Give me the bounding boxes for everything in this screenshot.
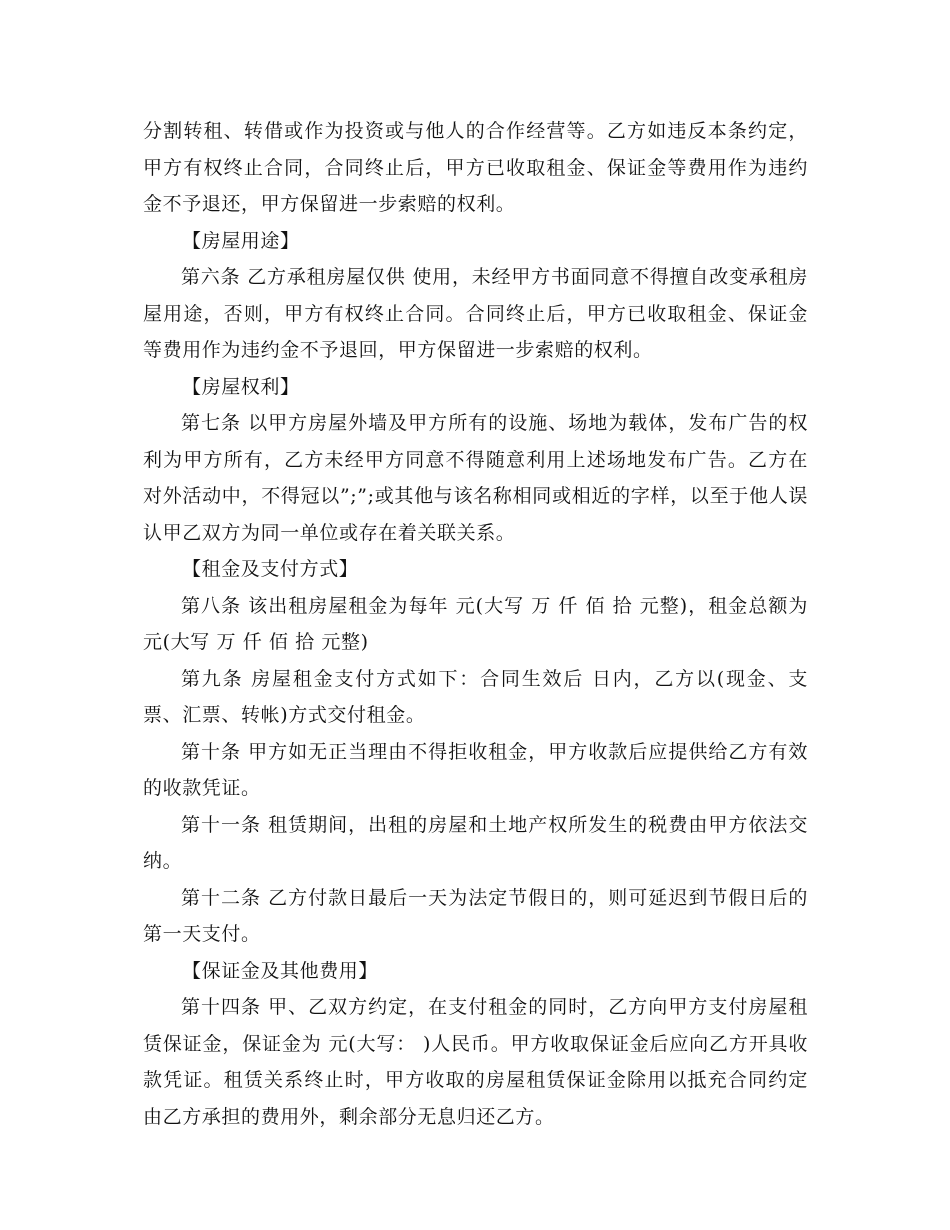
clause-7: 第七条 以甲方房屋外墙及甲方所有的设施、场地为载体，发布广告的权利为甲方所有，乙方未经甲方同意不得随意利用上述场地发布广告。乙方在对外活动中，不得冠以”;”;或其他与该名称相同或相近的字样，以至于他人误认甲乙双方为同一单位或存在着关联关系。: [143, 412, 808, 544]
clause-9: 第九条 房屋租金支付方式如下：合同生效后 日内，乙方以(现金、支票、汇票、转帐)方式交付租金。: [143, 667, 808, 726]
paragraph-continuation: 分割转租、转借或作为投资或与他人的合作经营等。乙方如违反本条约定，甲方有权终止合同，合同终止后，甲方已收取租金、保证金等费用作为违约金不予退还，甲方保留进一步索赔的权利。: [143, 120, 808, 215]
clause-12: 第十二条 乙方付款日最后一天为法定节假日的，则可延迟到节假日后的第一天支付。: [143, 886, 808, 945]
document-body: [143, 113, 808, 1135]
clause-8: 第八条 该出租房屋租金为每年 元(大写 万 仟 佰 拾 元整)，租金总额为 元(大写 万 仟 佰 拾 元整): [143, 594, 808, 653]
clause-11: 第十一条 租赁期间，出租的房屋和土地产权所发生的税费由甲方依法交纳。: [143, 813, 808, 872]
clause-14: 第十四条 甲、乙双方约定，在支付租金的同时，乙方向甲方支付房屋租赁保证金，保证金为 元(大写： )人民币。甲方收取保证金后应向乙方开具收款凭证。租赁关系终止时，甲方收取的房屋租赁保证金除用以抵充合同约定由乙方承担的费用外，剩余部分无息归还乙方。: [143, 996, 808, 1128]
section-heading-deposit: 【保证金及其他费用】: [182, 959, 379, 982]
clause-6: 第六条 乙方承租房屋仅供 使用，未经甲方书面同意不得擅自改变承租房屋用途，否则，甲方有权终止合同。合同终止后，甲方已收取租金、保证金等费用作为违约金不予退回，甲方保留进一步索赔的权利。: [143, 266, 808, 361]
clause-10: 第十条 甲方如无正当理由不得拒收租金，甲方收款后应提供给乙方有效的收款凭证。: [143, 740, 808, 799]
section-heading-usage: 【房屋用途】: [182, 229, 300, 252]
section-heading-rights: 【房屋权利】: [182, 375, 300, 398]
section-heading-rent-payment: 【租金及支付方式】: [182, 558, 359, 580]
